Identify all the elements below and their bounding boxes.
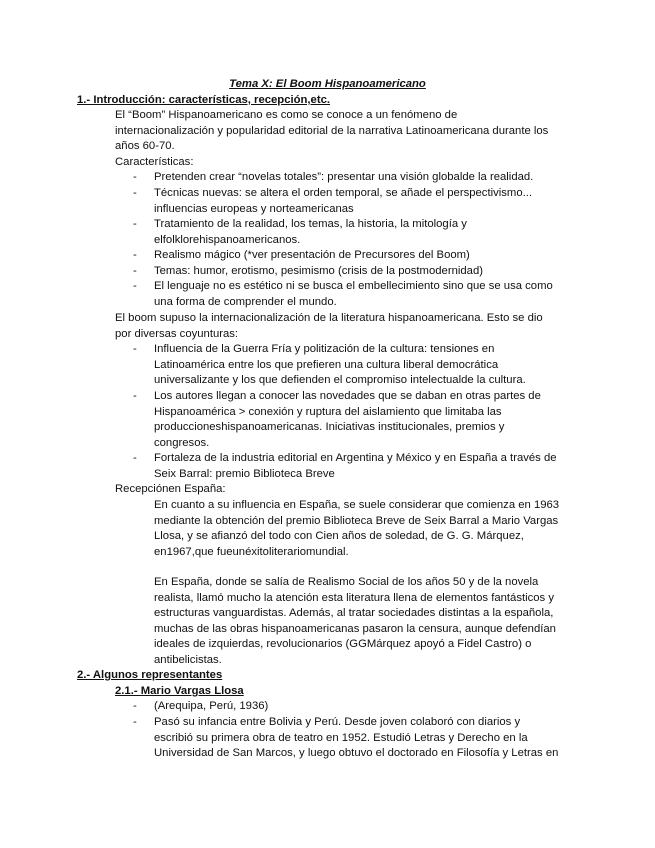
recepcion-paragraph-1 (154, 498, 582, 560)
text-line: Técnicas nuevas: se altera el orden temporal, se añade el perspectivismo... (154, 187, 533, 199)
text-line: Llosa, y se afianzó del todo con Cien años de soledad, de G. G. Márquez, (154, 530, 524, 542)
text-line: Influencia de la Guerra Fría y politización de la cultura: tensiones en (154, 343, 495, 355)
text-line: En cuanto a su influencia en España, se suele considerar que comienza en 1963 (154, 499, 560, 511)
text-line: El lenguaje no es estético ni se busca el embellecimiento sino que se usa como (154, 280, 553, 292)
text-line: Hispanoamérica > conexión y ruptura del aislamiento que limitaba las (154, 405, 502, 418)
list-item (133, 699, 583, 715)
text-line: produccioneshispanoamericanas. Iniciativas institucionales, premios y (154, 421, 505, 433)
document-title: Tema X: El Boom Hispanoamericano (229, 78, 426, 90)
section-heading-representantes: 2.- Algunos representantes (77, 669, 223, 681)
list-item (133, 264, 583, 280)
bullet-dash: - (133, 452, 137, 464)
text-line: años 60-70. (115, 140, 175, 152)
boom-paragraph (115, 311, 580, 342)
bullet-dash: - (133, 716, 137, 728)
text-line: elfolklorehispanoamericanos. (154, 233, 301, 246)
text-line: El boom supuso la internacionalización de la literatura hispanoamericana. Esto se dio (115, 312, 543, 324)
text-line: Tratamiento de la realidad, los temas, la historia, la mitología y (154, 218, 467, 230)
section-heading-introduccion: 1.- Introducción: características, recepción,etc. (77, 94, 331, 106)
text-line: Pasó su infancia entre Bolivia y Perú. Desde joven colaboró con diarios y (154, 716, 521, 728)
bullet-dash: - (133, 265, 137, 277)
text-line: una forma de comprender el mundo. (154, 295, 337, 308)
list-item (133, 715, 583, 762)
text-line: por diversas coyunturas: (115, 327, 239, 340)
list-item (133, 186, 583, 217)
bullet-dash: - (133, 390, 137, 402)
list-item (133, 217, 583, 248)
bullet-dash: - (133, 280, 137, 292)
text-line: estructuras vanguardistas. Además, al tratar sociedades distintas a la española, (154, 607, 554, 619)
text-line: muchas de las obras hispanoamericanas pasaron la censura, aunque defendían (154, 622, 556, 635)
bullet-dash: - (133, 171, 137, 183)
text-line: antibelicistas. (154, 653, 222, 666)
list-item (133, 451, 583, 482)
list-item (133, 248, 583, 264)
recepcion-label: Recepciónen España: (115, 483, 226, 495)
text-line: en1967,que fueunéxitoliterariomundial. (154, 545, 349, 558)
text-line: Realismo mágico (*ver presentación de Precursores del Boom) (154, 249, 470, 261)
text-line: El “Boom” Hispanoamericano es como se conoce a un fenómeno de (115, 109, 458, 121)
text-line: realista, llamó mucho la atención esta literatura llena de elementos fantásticos y (154, 591, 554, 604)
list-item (133, 279, 583, 310)
list-item (133, 170, 583, 186)
text-line: congresos. (154, 436, 210, 449)
text-line: influencias europeas y norteamericanas (154, 202, 354, 215)
text-line: Fortaleza de la industria editorial en Argentina y México y en España a través de (154, 452, 557, 464)
bullet-dash: - (133, 187, 137, 199)
text-line: universalizante y los que defienden el compromiso intelectualde la cultura. (154, 374, 526, 386)
intro-paragraph (115, 108, 580, 155)
text-line: Los autores llegan a conocer las novedades que se daban en otras partes de (154, 390, 541, 402)
recepcion-paragraph-2 (154, 575, 582, 668)
bullet-dash: - (133, 343, 137, 355)
text-line: escribió su primera obra de teatro en 1952. Estudió Letras y Derecho en la (154, 731, 528, 744)
text-line: Seix Barral: premio Biblioteca Breve (154, 467, 335, 480)
text-line: internacionalización y popularidad editorial de la narrativa Latinoamericana durante los (115, 124, 549, 137)
list-item (133, 389, 583, 451)
text-line: ideales de izquierdas, revolucionarios (GGMárquez apoyó a Fidel Castro) o (154, 638, 532, 650)
text-line: Pretenden crear “novelas totales”: presentar una visión globalde la realidad. (154, 171, 534, 183)
bullet-dash: - (133, 249, 137, 261)
text-line: Universidad de San Marcos, y luego obtuvo el doctorado en Filosofía y Letras en (154, 747, 559, 759)
text-line: (Arequipa, Perú, 1936) (154, 700, 269, 712)
bullet-dash: - (133, 218, 137, 230)
text-line: En España, donde se salía de Realismo Social de los años 50 y de la novela (154, 576, 539, 588)
caracteristicas-label: Características: (115, 156, 194, 168)
bullet-dash: - (133, 700, 137, 712)
list-item (133, 342, 583, 389)
text-line: mediante la obtención del premio Biblioteca Breve de Seix Barral a Mario Vargas (154, 514, 559, 527)
text-line: Temas: humor, erotismo, pesimismo (crisis de la postmodernidad) (154, 265, 483, 277)
subsection-heading-vargas-llosa: 2.1.- Mario Vargas Llosa (115, 685, 244, 697)
text-line: Latinoamérica entre los que prefieren una cultura liberal democrática (154, 358, 499, 371)
